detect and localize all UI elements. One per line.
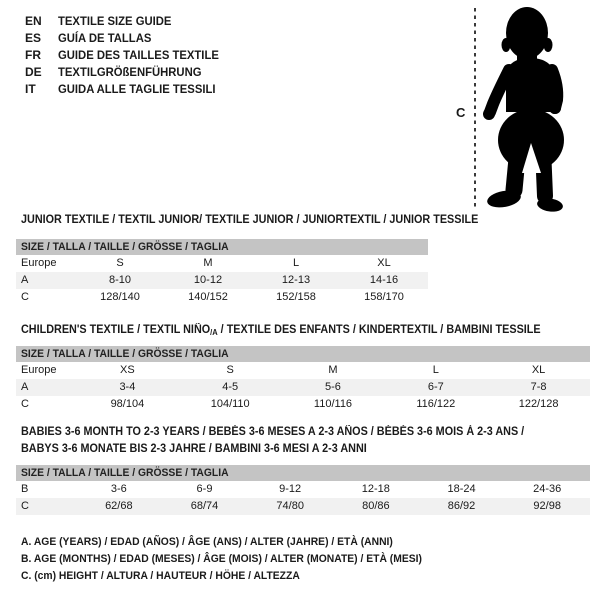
table-cell: XS <box>120 364 135 376</box>
babies-table-rows <box>16 481 590 515</box>
junior-table-rows <box>16 255 428 306</box>
table-cell: M <box>328 364 338 376</box>
table-cell: 10-12 <box>193 274 223 286</box>
language-code: EN <box>25 14 42 28</box>
language-title: TEXTILGRÖßENFÜHRUNG <box>58 65 202 79</box>
height-label-c: C <box>456 105 466 120</box>
note-line-a: A. AGE (YEARS) / EDAD (AÑOS) / ÂGE (ANS) / ALTER (JAHRE) / ETÀ (ANNI) <box>21 536 393 548</box>
table-cell: 152/158 <box>276 291 316 303</box>
children-table-title: CHILDREN'S TEXTILE / TEXTIL $NIÑO_{/A}$ / TEXTILE DES ENFANTS / KINDERTEXTIL / BAMBINI TESSILE <box>21 324 541 337</box>
table-cell: 62/68 <box>105 500 133 512</box>
language-line <box>25 30 229 47</box>
table-row <box>16 289 428 306</box>
language-line <box>25 13 229 30</box>
size-header-band: SIZE / TALLA / TAILLE / GRÖSSE / TAGLIA <box>16 239 428 255</box>
note-line-b: B. AGE (MONTHS) / EDAD (MESES) / ÂGE (MOIS) / ALTER (MONATE) / ETÀ (MESI) <box>21 553 422 565</box>
row-label: C <box>21 500 29 512</box>
language-title: GUIDE DES TAILLES TEXTILE <box>58 48 219 62</box>
language-line <box>25 47 229 64</box>
table-cell: S <box>116 257 124 269</box>
table-cell: 24-36 <box>533 483 562 495</box>
table-cell: 158/170 <box>364 291 404 303</box>
table-row <box>16 396 590 413</box>
language-code: FR <box>25 48 41 62</box>
table-cell: L <box>432 364 439 376</box>
table-cell: 3-6 <box>110 483 127 495</box>
language-title: GUIDA ALLE TAGLIE TESSILI <box>58 82 216 96</box>
table-cell: 3-4 <box>119 381 136 393</box>
table-row <box>16 362 590 379</box>
table-cell: 110/116 <box>313 398 353 410</box>
row-label: A <box>21 381 29 393</box>
table-cell: 122/128 <box>518 398 559 410</box>
table-row <box>16 481 590 498</box>
table-cell: 6-9 <box>196 483 213 495</box>
table-row <box>16 255 428 272</box>
table-cell: M <box>203 257 213 269</box>
row-label: Europe <box>21 364 57 376</box>
junior-size-table <box>16 239 428 306</box>
table-cell: 5-6 <box>325 381 341 393</box>
table-cell: 92/98 <box>533 500 561 512</box>
table-cell: 116/122 <box>416 398 456 410</box>
babies-table-title: BABIES 3-6 MONTH TO 2-3 YEARS / BEBÉS 3-6 MESES A 2-3 AÑOS / BÉBÉS 3-6 MOIS À 2-3 ANS / BABYS 3-6 MONATE BIS 2-3 JAHRE / BAMBINI 3-6 MESI A 2-3 ANNI <box>21 426 525 455</box>
table-cell: XL <box>531 364 546 376</box>
note-line-c: C. (cm) HEIGHT / ALTURA / HAUTEUR / HÖHE / ALTEZZA <box>21 570 300 582</box>
row-label: B <box>21 483 29 495</box>
language-title: TEXTILE SIZE GUIDE <box>58 14 172 28</box>
junior-table-title: JUNIOR TEXTILE / TEXTIL JUNIOR/ TEXTILE JUNIOR / JUNIORTEXTIL / JUNIOR TESSILE <box>21 214 479 226</box>
table-cell: 86/92 <box>447 500 476 512</box>
row-label: C <box>21 398 29 410</box>
children-size-table <box>16 346 590 413</box>
row-label: A <box>21 274 29 286</box>
table-cell: 80/86 <box>362 500 390 512</box>
table-cell: 12-13 <box>281 274 311 286</box>
table-cell: XL <box>377 257 391 269</box>
language-header <box>25 13 229 98</box>
language-line <box>25 81 229 98</box>
table-cell: 6-7 <box>427 381 444 393</box>
table-row <box>16 272 428 289</box>
table-cell: 74/80 <box>276 500 304 512</box>
table-cell: 140/152 <box>188 291 228 303</box>
language-code: ES <box>25 31 42 45</box>
table-cell: 68/74 <box>190 500 219 512</box>
table-cell: 104/110 <box>210 398 250 410</box>
babies-size-table <box>16 465 590 515</box>
language-code: DE <box>25 65 42 79</box>
language-title: GUÍA DE TALLAS <box>58 31 152 45</box>
table-row <box>16 498 590 515</box>
table-cell: 7-8 <box>530 381 547 393</box>
language-line <box>25 64 229 81</box>
table-cell: 12-18 <box>361 483 390 495</box>
size-header-band: SIZE / TALLA / TAILLE / GRÖSSE / TAGLIA <box>16 465 590 481</box>
table-cell: 4-5 <box>222 381 239 393</box>
subscript-a: /A <box>210 328 218 337</box>
table-cell: L <box>292 257 300 269</box>
height-measure-figure <box>440 0 600 220</box>
children-table-rows <box>16 362 590 413</box>
size-header-band: SIZE / TALLA / TAILLE / GRÖSSE / TAGLIA <box>16 346 590 362</box>
table-cell: 8-10 <box>108 274 132 286</box>
table-cell: 14-16 <box>369 274 399 286</box>
table-cell: 98/104 <box>110 398 145 410</box>
table-cell: 18-24 <box>447 483 476 495</box>
language-code: IT <box>25 82 36 96</box>
row-label: C <box>21 291 29 303</box>
baby-silhouette <box>483 7 564 213</box>
legend-notes <box>21 534 448 585</box>
table-cell: 9-12 <box>279 483 302 495</box>
table-row <box>16 379 590 396</box>
table-cell: S <box>226 364 234 376</box>
row-label: Europe <box>21 257 57 269</box>
table-cell: 128/140 <box>100 291 140 303</box>
